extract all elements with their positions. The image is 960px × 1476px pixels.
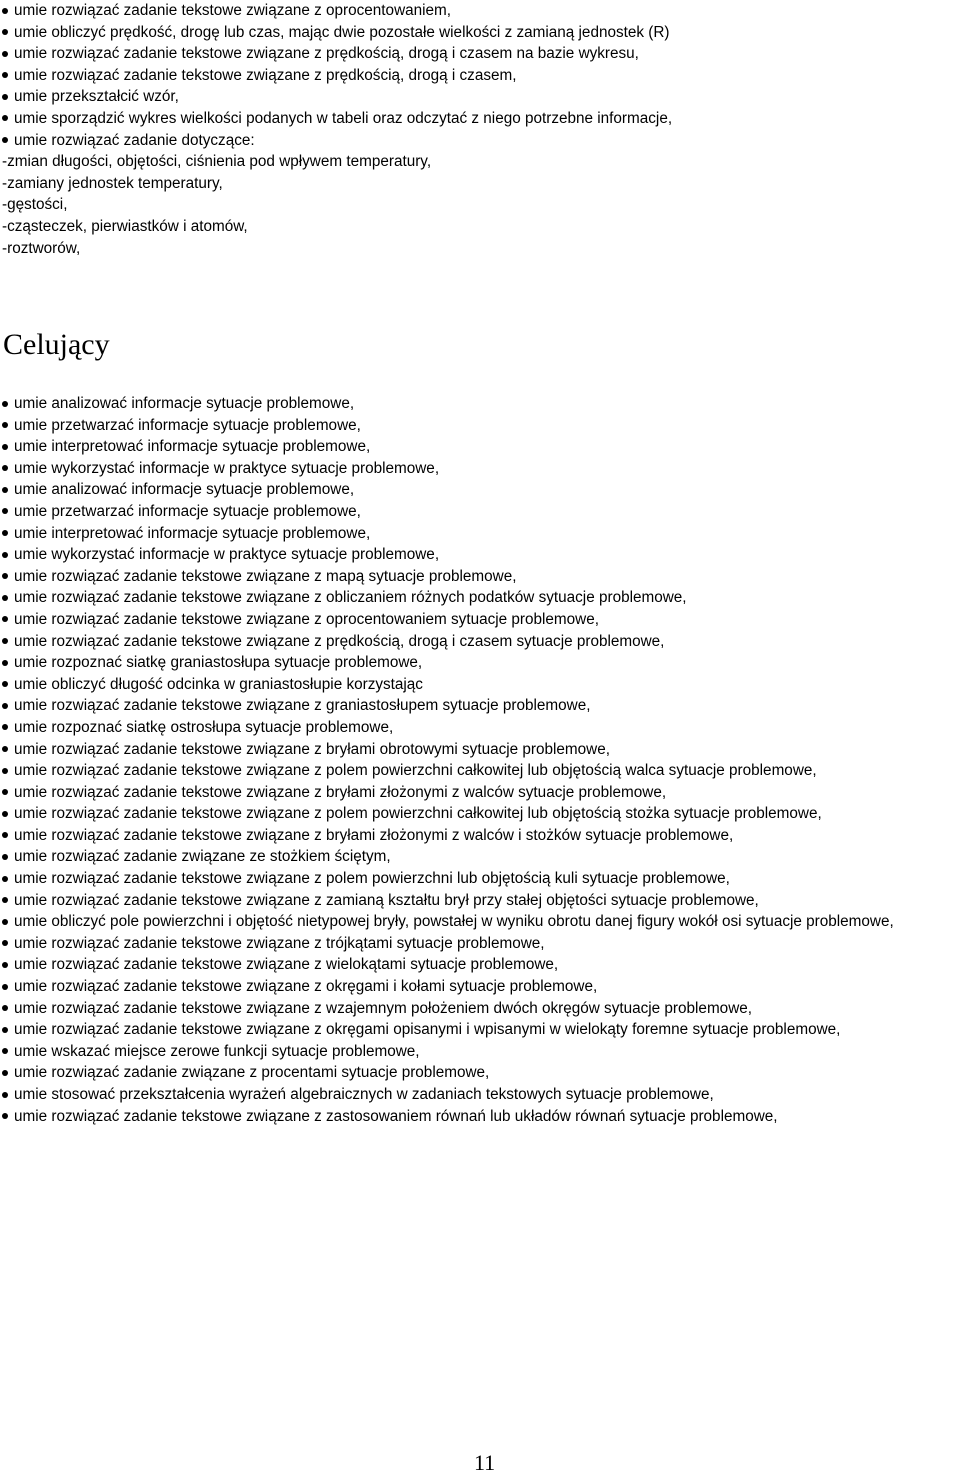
list-item: umie rozwiązać zadanie tekstowe związane z oprocentowaniem sytuacje problemowe, [0,609,960,631]
list-item: umie rozwiązać zadanie tekstowe związane z obliczaniem różnych podatków sytuacje problemowe, [0,587,960,609]
list-item: umie przetwarzać informacje sytuacje problemowe, [0,501,960,523]
top-section [0,0,960,259]
list-item: umie stosować przekształcenia wyrażeń algebraicznych w zadaniach tekstowych sytuacje problemowe, [0,1084,960,1106]
sub-item: -cząsteczek, pierwiastków i atomów, [2,217,248,235]
list-item: umie obliczyć prędkość, drogę lub czas, mając dwie pozostałe wielkości z zamianą jednostek (R) [0,22,960,44]
list-item: umie rozwiązać zadanie tekstowe związane z polem powierzchni lub objętością kuli sytuacje problemowe, [0,868,960,890]
list-item: umie obliczyć długość odcinka w graniastosłupie korzystając [0,674,960,696]
celujacy-section [0,393,960,1127]
sub-items-list [0,151,960,259]
list-item: umie rozwiązać zadanie tekstowe związane z wzajemnym położeniem dwóch okręgów sytuacje problemowe, [0,998,960,1020]
list-item: umie rozwiązać zadanie tekstowe związane z prędkością, drogą i czasem na bazie wykresu, [0,43,960,65]
list-item: umie rozpoznać siatkę graniastosłupa sytuacje problemowe, [0,652,960,674]
list-item: umie rozwiązać zadanie tekstowe związane z zamianą kształtu brył przy stałej objętości sytuacje problemowe, [0,890,960,912]
list-item: umie rozwiązać zadanie tekstowe związane z oprocentowaniem, [0,0,960,22]
list-item: umie rozwiązać zadanie tekstowe związane z bryłami złożonymi z walców sytuacje problemowe, [0,782,960,804]
list-item: umie rozwiązać zadanie tekstowe związane z okręgami i kołami sytuacje problemowe, [0,976,960,998]
list-item: umie interpretować informacje sytuacje problemowe, [0,436,960,458]
list-item: umie przetwarzać informacje sytuacje problemowe, [0,415,960,437]
list-item: umie sporządzić wykres wielkości podanych w tabeli oraz odczytać z niego potrzebne informacje, [0,108,960,130]
list-item: umie przekształcić wzór, [0,86,960,108]
list-item: umie rozwiązać zadanie tekstowe związane z zastosowaniem równań lub układów równań sytuacje problemowe, [0,1106,960,1128]
list-item: umie rozwiązać zadanie tekstowe związane z prędkością, drogą i czasem, [0,65,960,87]
list-item: umie rozwiązać zadanie tekstowe związane z polem powierzchni całkowitej lub objętością stożka sytuacje problemowe, [0,803,960,825]
celujacy-requirements-list [0,393,960,1127]
list-item: umie rozwiązać zadanie dotyczące: [0,130,960,152]
section-heading: Celujący [3,328,110,361]
sub-item: -zamiany jednostek temperatury, [2,174,223,192]
list-item: umie analizować informacje sytuacje problemowe, [0,393,960,415]
sub-item: -zmian długości, objętości, ciśnienia pod wpływem temperatury, [2,153,432,171]
list-item: umie wskazać miejsce zerowe funkcji sytuacje problemowe, [0,1041,960,1063]
list-item: umie rozwiązać zadanie tekstowe związane z polem powierzchni całkowitej lub objętością walca sytuacje problemowe, [0,760,960,782]
list-item: umie analizować informacje sytuacje problemowe, [0,479,960,501]
list-item: umie rozwiązać zadanie tekstowe związane z mapą sytuacje problemowe, [0,566,960,588]
list-item: umie rozwiązać zadanie tekstowe związane z bryłami złożonymi z walców i stożków sytuacje problemowe, [0,825,960,847]
sub-item: -gęstości, [2,196,68,214]
list-item: umie obliczyć pole powierzchni i objętość nietypowej bryły, powstałej w wyniku obrotu danej figury wokół osi sytuacje problemowe, [0,911,960,933]
list-item: umie interpretować informacje sytuacje problemowe, [0,523,960,545]
list-item: umie rozwiązać zadanie tekstowe związane z wielokątami sytuacje problemowe, [0,954,960,976]
page-number: 11 [474,1450,496,1475]
list-item: umie rozwiązać zadanie tekstowe związane z graniastosłupem sytuacje problemowe, [0,695,960,717]
top-requirements-list [0,0,960,151]
list-item: umie rozwiązać zadanie tekstowe związane z trójkątami sytuacje problemowe, [0,933,960,955]
list-item: umie rozwiązać zadanie związane z procentami sytuacje problemowe, [0,1062,960,1084]
list-item: umie rozpoznać siatkę ostrosłupa sytuacje problemowe, [0,717,960,739]
list-item: umie rozwiązać zadanie tekstowe związane z bryłami obrotowymi sytuacje problemowe, [0,739,960,761]
list-item: umie wykorzystać informacje w praktyce sytuacje problemowe, [0,544,960,566]
list-item: umie wykorzystać informacje w praktyce sytuacje problemowe, [0,458,960,480]
list-item: umie rozwiązać zadanie tekstowe związane z prędkością, drogą i czasem sytuacje problemowe, [0,631,960,653]
list-item: umie rozwiązać zadanie tekstowe związane z okręgami opisanymi i wpisanymi w wielokąty foremne sytuacje problemowe, [0,1019,960,1041]
sub-item: -roztworów, [2,239,81,257]
list-item: umie rozwiązać zadanie związane ze stożkiem ściętym, [0,846,960,868]
